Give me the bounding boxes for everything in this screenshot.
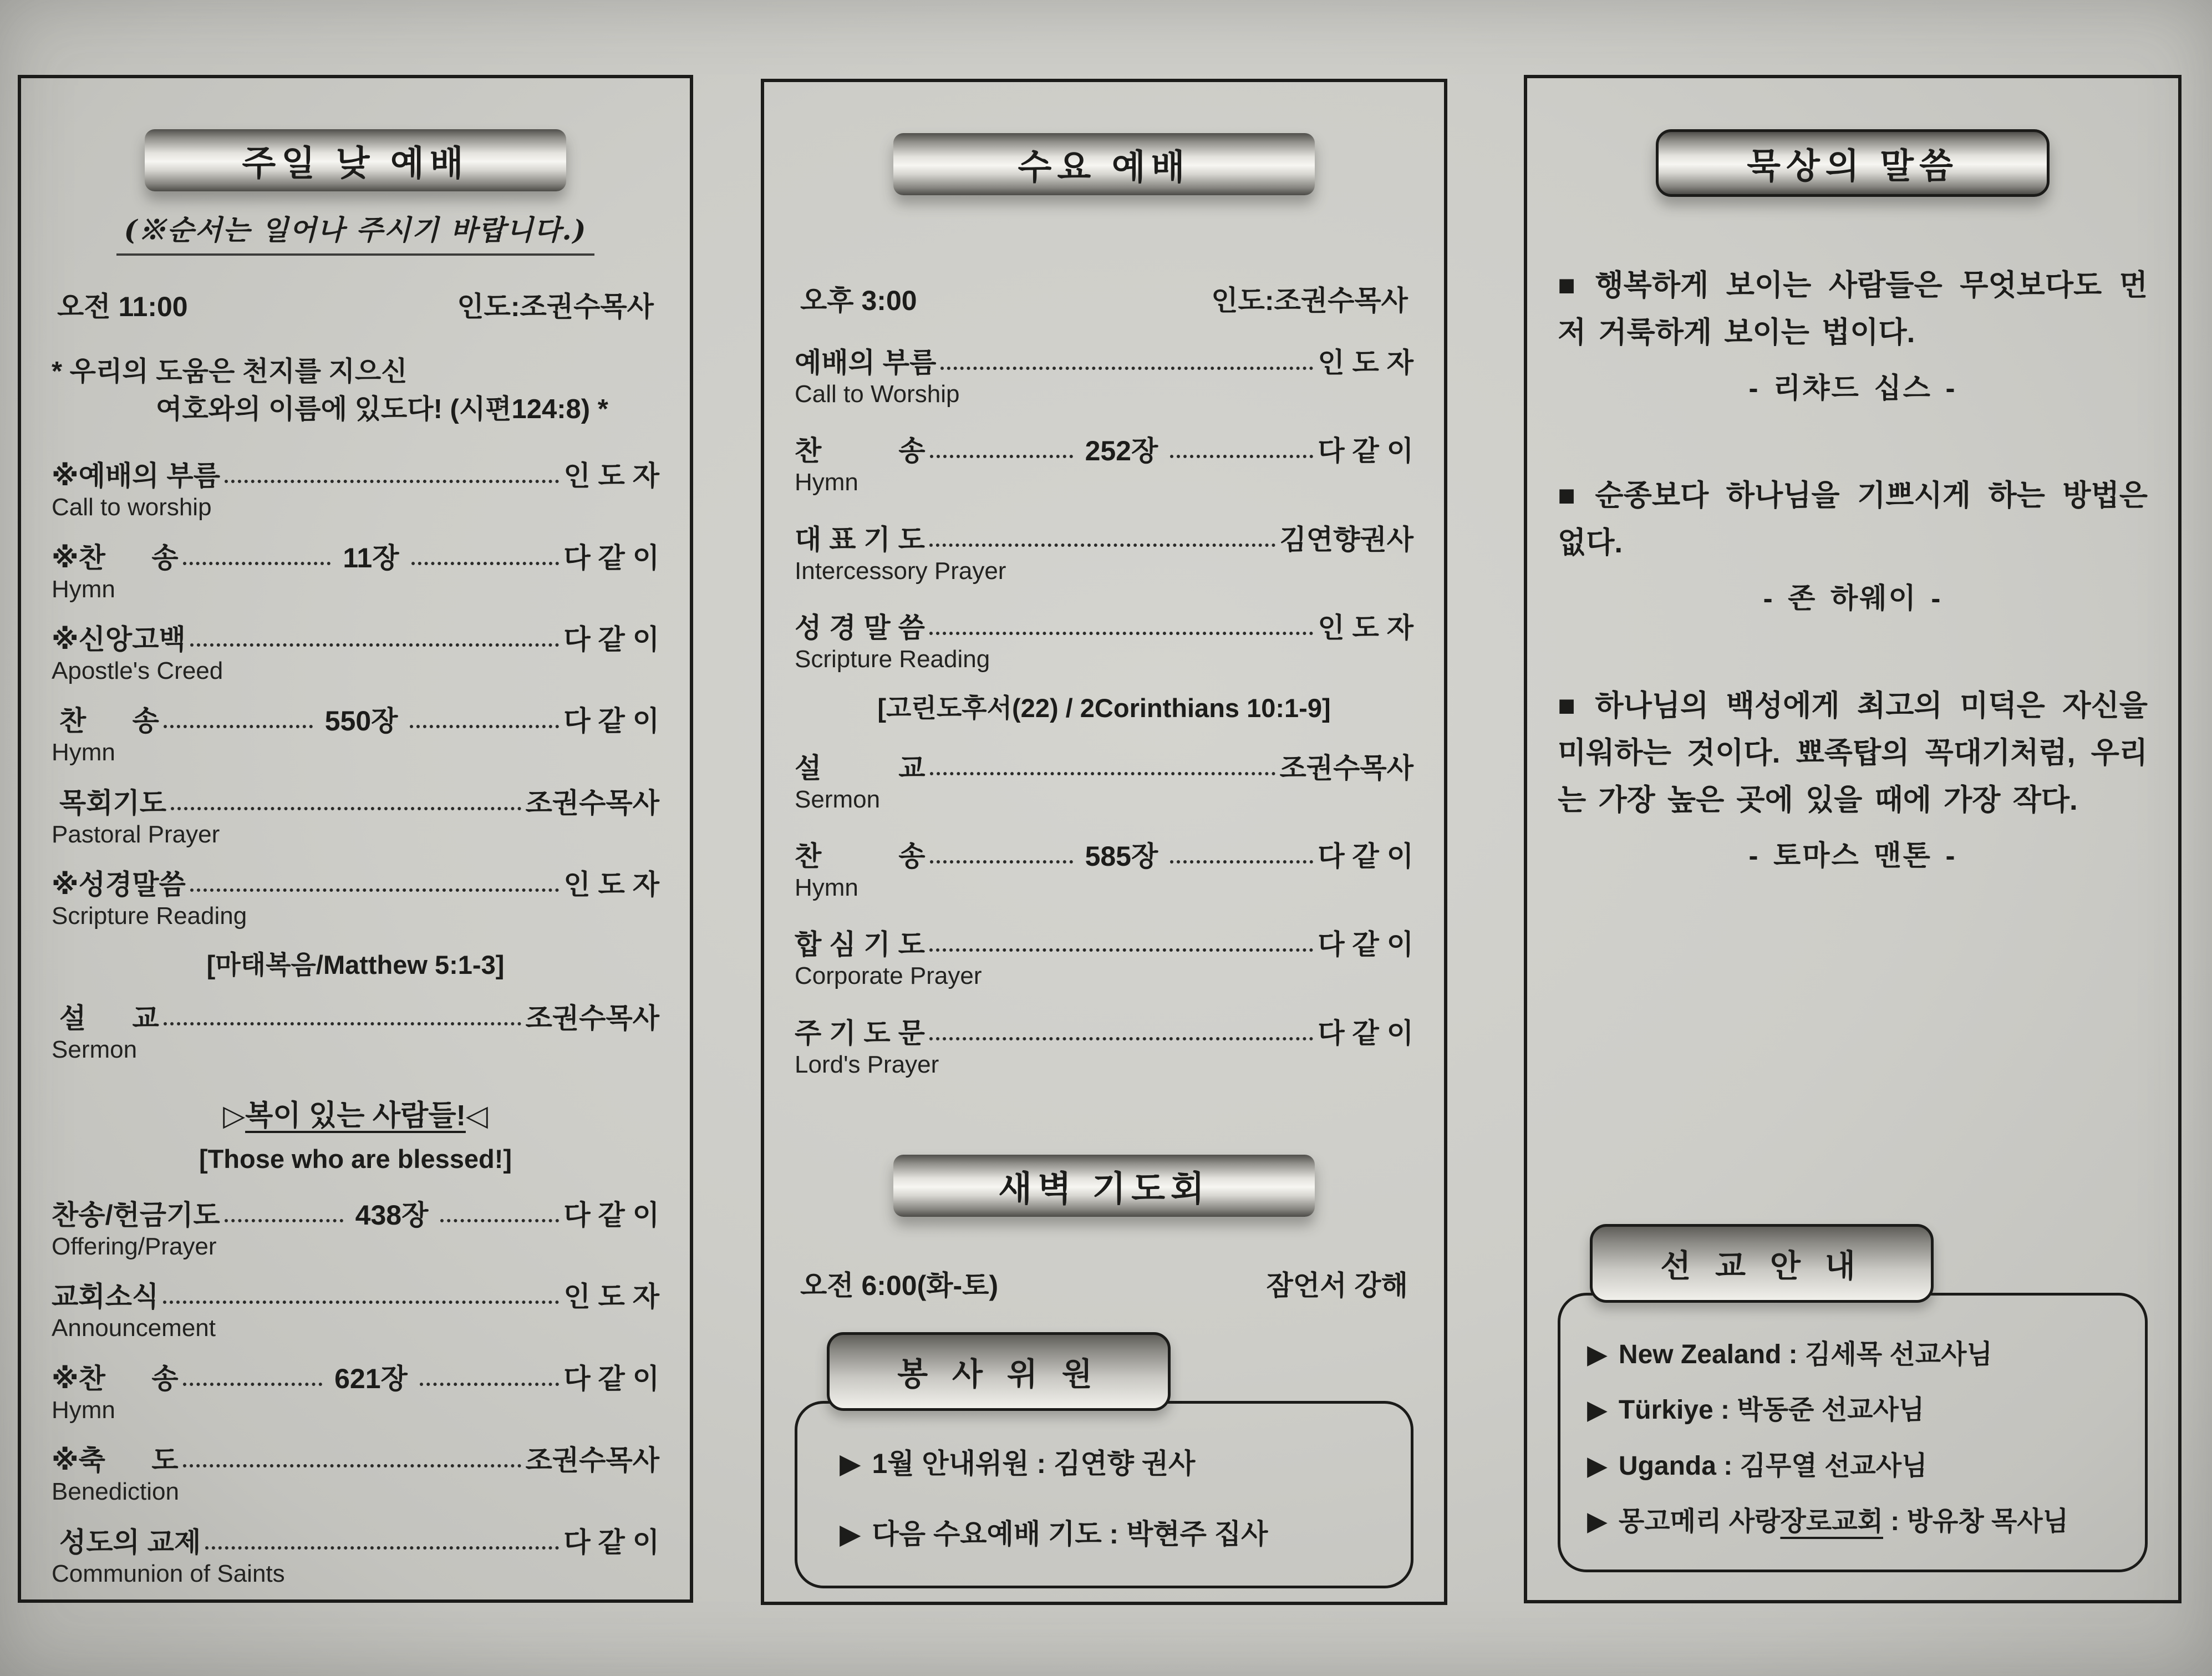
service-order-row <box>52 1445 659 1476</box>
service-order-item <box>795 841 1413 901</box>
scripture-reference: [고린도후서(22) / 2Corinthians 10:1-9] <box>877 693 1331 723</box>
item-subtitle-en: Sermon <box>52 1035 138 1063</box>
service-committee-section <box>795 1332 1413 1588</box>
dotted-leader <box>205 1546 559 1550</box>
dotted-leader <box>183 1464 521 1467</box>
service-order-row <box>52 1281 659 1312</box>
standing-instruction-note: (※순서는 일어나 주시기 바랍니다.) <box>116 208 595 256</box>
quote-attribution: - 존 하웨이 - <box>1763 582 1943 614</box>
dotted-leader <box>410 725 559 728</box>
item-label: 찬 송 <box>795 840 926 872</box>
sunday-service-panel <box>18 75 693 1603</box>
item-subtitle-en: Hymn <box>52 575 115 603</box>
item-subtitle-en: Announcement <box>52 1314 216 1342</box>
triangle-bullet-icon: ▶ <box>1587 1395 1608 1425</box>
item-subtitle-en: Intercessory Prayer <box>795 557 1006 585</box>
bullet-item-text: 다음 수요예배 기도 : 박현주 집사 <box>872 1518 1268 1550</box>
dawn-prayer-topic: 잠언서 강해 <box>1266 1270 1408 1302</box>
item-subtitle-en: Communion of Saints <box>52 1560 285 1587</box>
dotted-leader <box>190 643 560 647</box>
item-label: 성도의 교제 <box>52 1526 201 1558</box>
dotted-leader <box>190 888 560 892</box>
item-subtitle-en: Scripture Reading <box>795 646 990 673</box>
item-label: ※축 도 <box>52 1445 179 1476</box>
item-assignee: 다 같 이 <box>563 624 659 655</box>
item-label: 합 심 기 도 <box>795 929 925 961</box>
service-order-row <box>52 869 659 900</box>
item-assignee: 다 같 이 <box>563 1363 660 1394</box>
item-assignee: 김연향권사 <box>1279 524 1413 555</box>
item-subtitle-en: Corporate Prayer <box>795 962 982 990</box>
dotted-leader <box>930 455 1073 458</box>
service-time: 오전 11:00 <box>57 291 188 322</box>
bullet-list-item <box>1587 1339 2118 1372</box>
dotted-leader <box>420 1383 560 1386</box>
item-subtitle-en: Hymn <box>52 739 115 766</box>
dotted-leader <box>183 1383 323 1386</box>
dotted-leader <box>164 725 313 728</box>
dotted-leader <box>929 632 1313 635</box>
service-order-item <box>795 1018 1413 1078</box>
service-order-row <box>52 542 659 573</box>
item-assignee: 다 같 이 <box>563 705 660 737</box>
item-label: ※찬 송 <box>52 1363 179 1394</box>
service-order-item <box>795 753 1413 813</box>
dotted-leader <box>225 1219 343 1222</box>
item-assignee: 조권수목사 <box>525 787 659 819</box>
section-header-wednesday-service: 수요 예배 <box>893 133 1315 195</box>
service-order-item <box>52 788 659 848</box>
item-subtitle-en: Hymn <box>795 469 858 496</box>
item-subtitle-en: Call to Worship <box>795 380 960 408</box>
item-subtitle-en: Pastoral Prayer <box>52 820 220 848</box>
service-order-item <box>52 869 659 981</box>
service-order-row <box>795 435 1413 466</box>
item-subtitle-en: Call to worship <box>52 494 212 521</box>
item-subtitle-en: Scripture Reading <box>52 902 247 930</box>
hymn-number: 585장 <box>1085 840 1158 872</box>
item-label: 성 경 말 씀 <box>795 612 925 644</box>
dotted-leader <box>1170 455 1313 458</box>
service-order-item <box>795 524 1413 585</box>
hymn-number: 11장 <box>343 542 399 573</box>
item-label: 교회소식 <box>52 1281 159 1313</box>
service-order-row <box>795 524 1413 555</box>
item-assignee: 인 도 자 <box>1318 612 1413 644</box>
service-order-list-b <box>52 1200 659 1608</box>
item-assignee: 다 같 이 <box>563 1199 659 1231</box>
bullet-list-item <box>824 1447 1384 1481</box>
item-subtitle-en: Hymn <box>795 873 858 901</box>
service-order-row <box>52 1527 659 1558</box>
service-order-list <box>795 347 1413 1106</box>
sermon-title-block <box>52 1092 659 1174</box>
item-subtitle-en: Sermon <box>795 785 881 813</box>
dotted-leader <box>440 1219 559 1222</box>
dotted-leader <box>930 860 1073 864</box>
dotted-leader <box>171 807 521 810</box>
service-order-item <box>52 1445 659 1505</box>
item-assignee: 다 같 이 <box>1318 929 1413 961</box>
meditation-quote <box>1558 683 2148 878</box>
service-order-item <box>52 460 659 521</box>
service-order-item <box>52 624 659 684</box>
item-label: 대 표 기 도 <box>795 524 925 555</box>
bullet-item-text: 몽고메리 사랑장로교회 : 방유창 목사님 <box>1618 1507 2069 1537</box>
quote-attribution: - 토마스 맨톤 - <box>1748 839 1957 871</box>
item-label: ※찬 송 <box>52 542 179 573</box>
item-label: 예배의 부름 <box>795 347 937 378</box>
hymn-number: 550장 <box>324 705 398 737</box>
verse-line-2: 여호와의 이름에 있도다! (시편124:8) * <box>156 394 608 424</box>
service-leader: 인도:조권수목사 <box>1211 285 1408 316</box>
item-assignee: 다 같 이 <box>1318 1017 1413 1049</box>
service-order-row <box>52 460 659 491</box>
meditation-quote <box>1558 262 2148 410</box>
item-label: 주 기 도 문 <box>795 1017 925 1049</box>
meditation-quote-list <box>1558 262 2148 940</box>
square-bullet-icon: ■ <box>1558 269 1581 302</box>
section-header-service-committee: 봉 사 위 원 <box>827 1332 1171 1411</box>
item-assignee: 조권수목사 <box>1279 752 1413 784</box>
dotted-leader <box>929 1037 1313 1040</box>
service-order-item <box>52 1527 659 1587</box>
scripture-reference: [마태복음/Matthew 5:1-3] <box>206 949 505 979</box>
item-assignee: 다 같 이 <box>563 542 660 573</box>
mission-info-section <box>1558 1224 2148 1572</box>
item-subtitle-en: Benediction <box>52 1478 179 1506</box>
service-order-item <box>795 929 1413 989</box>
item-label: ※신앙고백 <box>52 624 186 655</box>
service-order-item <box>795 612 1413 724</box>
call-to-worship-verse <box>52 353 659 428</box>
dotted-leader <box>164 1022 521 1025</box>
service-order-row <box>52 705 659 737</box>
service-order-item <box>52 1200 659 1260</box>
service-order-row <box>795 753 1413 784</box>
item-label: ※성경말씀 <box>52 869 186 901</box>
bullet-list-item <box>1587 1394 2118 1427</box>
triangle-bullet-icon: ▶ <box>1587 1339 1608 1369</box>
quote-text: 순종보다 하나님을 기쁘시게 하는 방법은 없다. <box>1558 479 2148 559</box>
item-subtitle-en: Apostle's Creed <box>52 657 223 684</box>
service-order-row <box>52 1200 659 1231</box>
item-assignee: 다 같 이 <box>563 1526 659 1558</box>
service-time: 오후 3:00 <box>800 285 917 316</box>
service-order-item <box>795 347 1413 408</box>
triangle-bullet-icon: ▶ <box>840 1518 861 1550</box>
service-order-row <box>795 1018 1413 1049</box>
item-assignee: 조권수목사 <box>525 1445 659 1476</box>
quote-attribution: - 리챠드 십스 - <box>1748 372 1957 404</box>
wednesday-service-panel <box>761 79 1447 1605</box>
dotted-leader <box>1170 860 1313 864</box>
dotted-leader <box>940 367 1313 370</box>
service-order-row <box>52 624 659 655</box>
service-leader: 인도:조권수목사 <box>457 291 654 322</box>
bullet-list-item <box>824 1517 1384 1551</box>
item-label: 설 교 <box>52 1002 159 1034</box>
service-time-row <box>800 278 1408 318</box>
dotted-leader <box>929 544 1275 547</box>
item-label: 찬 송 <box>795 435 926 467</box>
section-header-mission-info: 선 교 안 내 <box>1590 1224 1934 1303</box>
section-header-sunday-service: 주일 낮 예배 <box>145 129 566 191</box>
section-header-dawn-prayer: 새벽 기도회 <box>893 1155 1315 1217</box>
mission-info-box <box>1558 1293 2148 1572</box>
service-order-row <box>795 929 1413 960</box>
service-order-row <box>795 612 1413 643</box>
meditation-panel <box>1524 75 2182 1603</box>
dotted-leader <box>225 480 559 483</box>
service-order-row <box>795 841 1413 872</box>
item-assignee: 인 도 자 <box>563 1281 659 1313</box>
service-time-row <box>57 285 654 324</box>
item-label: 찬 송 <box>52 705 159 737</box>
service-order-list-a <box>52 460 659 1084</box>
verse-line-1: * 우리의 도움은 천지를 지으신 <box>52 357 408 387</box>
triangle-bullet-icon: ▶ <box>840 1448 861 1480</box>
service-order-item <box>52 1281 659 1342</box>
bullet-list-item <box>1587 1450 2118 1483</box>
service-order-row <box>52 788 659 819</box>
item-assignee: 인 도 자 <box>563 460 659 492</box>
dotted-leader <box>929 948 1313 952</box>
bullet-item-text: 1월 안내위원 : 김연향 권사 <box>872 1448 1196 1480</box>
meditation-quote <box>1558 473 2148 621</box>
service-committee-box <box>795 1401 1413 1588</box>
item-label: 찬송/헌금기도 <box>52 1199 220 1231</box>
quote-text: 하나님의 백성에게 최고의 미덕은 자신을 미워하는 것이다. 뾰족탑의 꼭대기처럼, 우리는 가장 높은 곳에 있을 때에 가장 작다. <box>1558 689 2148 816</box>
item-label: 목회기도 <box>52 787 167 819</box>
item-assignee: 인 도 자 <box>563 869 659 901</box>
service-order-row <box>795 347 1413 378</box>
quote-text: 행복하게 보이는 사람들은 무엇보다도 먼저 거룩하게 보이는 법이다. <box>1558 269 2148 349</box>
dotted-leader <box>163 1301 559 1304</box>
bullet-item-text: Türkiye : 박동준 선교사님 <box>1618 1395 1925 1425</box>
dotted-leader <box>411 562 560 565</box>
sermon-title-en: [Those who are blessed!] <box>199 1144 512 1174</box>
item-assignee: 다 같 이 <box>1318 435 1414 467</box>
hymn-number: 252장 <box>1085 435 1158 467</box>
service-order-item <box>795 435 1413 496</box>
dotted-leader <box>930 772 1275 775</box>
item-label: ※예배의 부름 <box>52 460 220 492</box>
service-order-item <box>52 542 659 603</box>
service-order-row <box>52 1363 659 1394</box>
square-bullet-icon: ■ <box>1558 479 1581 512</box>
hymn-number: 438장 <box>355 1199 429 1231</box>
bullet-list-item <box>1587 1506 2118 1538</box>
triangle-bullet-icon: ▶ <box>1587 1507 1608 1537</box>
dotted-leader <box>183 562 331 565</box>
item-assignee: 다 같 이 <box>1318 840 1414 872</box>
item-assignee: 조권수목사 <box>525 1002 659 1034</box>
service-order-item <box>52 1363 659 1424</box>
hymn-number: 621장 <box>334 1363 408 1394</box>
square-bullet-icon: ■ <box>1558 689 1581 723</box>
item-subtitle-en: Lord's Prayer <box>795 1050 939 1078</box>
bullet-item-text: New Zealand : 김세목 선교사님 <box>1618 1339 1992 1369</box>
dawn-prayer-time-row <box>800 1263 1408 1303</box>
item-subtitle-en: Offering/Prayer <box>52 1232 217 1260</box>
item-subtitle-en: Hymn <box>52 1396 115 1424</box>
service-order-item <box>52 1003 659 1063</box>
dawn-prayer-time: 오전 6:00(화-토) <box>800 1270 999 1302</box>
service-order-row <box>52 1003 659 1034</box>
service-order-item <box>52 705 659 766</box>
sermon-title-ko: ▷복이 있는 사람들!◁ <box>223 1099 488 1132</box>
item-label: 설 교 <box>795 752 926 784</box>
section-header-meditation: 묵상의 말씀 <box>1656 129 2050 197</box>
bullet-item-text: Uganda : 김무열 선교사님 <box>1618 1451 1928 1481</box>
triangle-bullet-icon: ▶ <box>1587 1451 1608 1481</box>
item-assignee: 인 도 자 <box>1318 347 1413 378</box>
